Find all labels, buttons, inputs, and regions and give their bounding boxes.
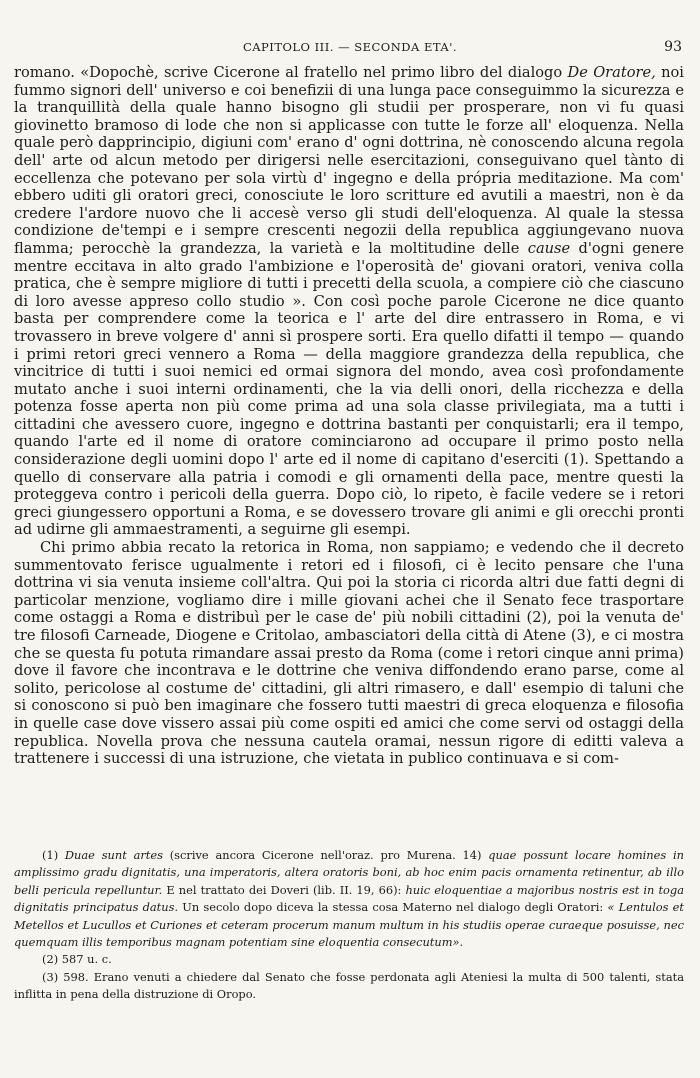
latin-quote: quae possunt locare homines in amplissimo gradu dignitatis, una imperatoris, altera oratoris boni, ab hoc enim pacis ornamenta retinentur, ab illo belli pericula repelluntur. <box>14 848 684 897</box>
text-run: (scrive ancora Cicerone nell'oraz. pro Murena. 14) <box>162 848 489 862</box>
text-run: d'ogni genere mentre eccitava in alto grado l'ambizione e l'operosità de' giovani oratori, veniva colla pratica, che è sempre migliore di tutti i precetti della scuola, a compiere ciò che ciascuno di loro avesse appreso collo studio ». Con così poche parole Cicerone ne dice quanto basta per comprendere come la teorica e l' arte del dire entrassero in Roma, e vi trovassero in breve volgere d' anni sì prospere sorti. Era quello difatti il tempo — quando i primi retori greci vennero a Roma — della maggiore grandezza della republica, che vincitrice di tutti i suoi nemici ed ormai signora del mondo, avea così profondamente mutato anche i suoi interni ordinamenti, che la via delli onori, della ricchezza e della potenza fosse aperta non più come prima ad una sola classe privilegiata, ma a tutti i cittadini che avessero cuore, ingegno e dottrina bastanti per conquistarli; era il tempo, quando l'arte ed il nome di oratore cominciarono ad occupare il primo posto nella considerazione degli uomini dopo l' arte ed il nome di capitano d'eserciti (1). Spettando a quello di conservare alla patria i comodi e gli ornamenti della pace, mentre questi la proteggeva contro i pericoli della guerra. Dopo ciò, lo ripeto, è facile vedere se i retori greci giungessero opportuni a Roma, e se dovessero trovare gli animi e gli orecchi pronti ad udirne gli ammaestramenti, a seguirne gli esempi. <box>14 239 684 539</box>
main-text <box>14 64 684 768</box>
paragraph <box>14 64 684 539</box>
italic-word: cause <box>527 239 571 257</box>
latin-quote: huic eloquentiae a majoribus nostris est in toga dignitatis principatus datus. <box>14 882 684 915</box>
latin-quote: « Lentulos et Metellos et Lucullos et Curiones et ceteram procerum manum multum in his studiis operae curaeque posuisse, nec quemquam illis temporibus magnam potentiam sine eloquentia consecutum». <box>14 900 684 950</box>
footnotes <box>14 847 684 1004</box>
footnote <box>14 847 684 951</box>
footnote: (3) 598. Erano venuti a chiedere dal Senato che fosse perdonata agli Ateniesi la multa di 500 talenti, stata inflitta in pena della distruzione di Oropo. <box>14 969 684 1002</box>
running-header <box>14 40 686 58</box>
text-run: romano. «Dopochè, scrive Cicerone al fratello nel primo libro del dialogo <box>14 64 568 81</box>
running-title: CAPITOLO III. — SECONDA ETA'. <box>242 40 458 54</box>
latin-quote: Duae sunt artes <box>64 848 163 862</box>
text-run: E nel trattato dei Doveri (lib. II. 19, 66): <box>162 882 406 897</box>
footnote-marker: (1) <box>42 848 65 862</box>
text-run: Un secolo dopo diceva la stessa cosa Materno nel dialogo degli Oratori: <box>178 900 608 915</box>
italic-title: De Oratore, <box>567 64 656 81</box>
paragraph: Chi primo abbia recato la retorica in Roma, non sappiamo; e vedendo che il decreto summentovato ferisce ugualmente i retori ed i filosofi, ci è lecito pensare che l'una dottrina vi sia venuta insieme coll'altra. Qui poi la storia ci ricorda altri due fatti degni di particolar menzione, vogliamo dire i mille giovani achei che il Senato fece trasportare come ostaggi a Roma e distribuì per le case de' più nobili cittadini (2), poi la venuta de' tre filosofi Carneade, Diogene e Critolao, ambasciatori della città di Atene (3), e ci mostra che se questa fu potuta rimandare assai presto da Roma (come i retori cinque anni prima) dove il favore che incontrava e le dottrine che veniva diffondendo erano parse, come al solito, pericolose al costume de' cittadini, gli altri rimasero, e dall' esempio di taluni che si conoscono si può ben imaginare che fossero tutti maestri di greca eloquenza e filosofia in quelle case dove vissero assai più come ospiti ed amici che come servi od ostaggi della republica. Novella prova che nessuna cautela oramai, nessun rigore di editti valeva a trattenere i successi di una istruzione, che vietata in publico continuava e si com- <box>14 539 684 768</box>
text-run: noi fummo signori dell' universo e coi benefizii di una lunga pace conseguimmo la sicurezza e la tranquillità della quale hanno bisogno gli studii per prosperare, non vi fu quasi giovinetto bramoso di lode che non si applicasse con tutte le forze all' eloquenza. Nella quale però dapprincipio, digiuni com' erano d' ogni dottrina, nè conoscendo alcuna regola dell' arte od alcun metodo per dirigersi nelle esercitazioni, conseguivano quel tànto di eccellenza che potevano per sola virtù d' ingegno e della própria meditazione. Ma com' ebbero uditi gli oratori greci, conosciute le loro scritture ed avutili a maestri, non è da credere l'ardore nuovo che li accesè verso gli studi dell'eloquenza. Al quale la stessa condizione de'tempi e i sempre crescenti negozii della republica aggiungevano nuova flamma; perocchè la grandezza, la varietà e la moltitudine delle <box>14 64 684 257</box>
footnote: (2) 587 u. c. <box>42 952 112 967</box>
page-number: 93 <box>664 39 682 55</box>
